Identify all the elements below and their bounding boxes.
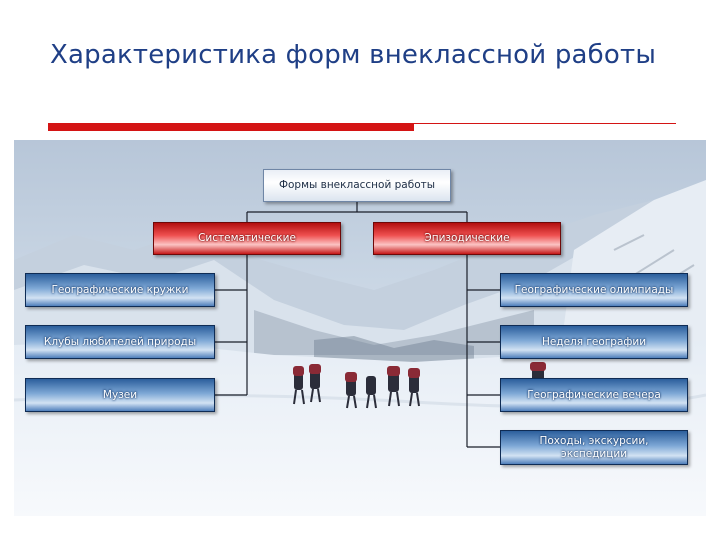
item-geography-week: Неделя географии: [500, 325, 688, 359]
item-geographic-olympiads: Географические олимпиады: [500, 273, 688, 307]
root-node: Формы внеклассной работы: [263, 169, 451, 202]
category-episodic: Эпизодические: [373, 222, 561, 255]
item-museums: Музеи: [25, 378, 215, 412]
title-underline-thin: [414, 123, 676, 124]
item-nature-lovers-clubs: Клубы любителей природы: [25, 325, 215, 359]
slide-title: Характеристика форм внеклассной работы: [50, 40, 657, 70]
item-hikes-excursions-expeditions: Походы, экскурсии, экспедиции: [500, 430, 688, 465]
category-systematic: Систематические: [153, 222, 341, 255]
item-geographic-clubs: Географические кружки: [25, 273, 215, 307]
item-geographic-evenings: Географические вечера: [500, 378, 688, 412]
title-underline-thick: [48, 123, 414, 131]
